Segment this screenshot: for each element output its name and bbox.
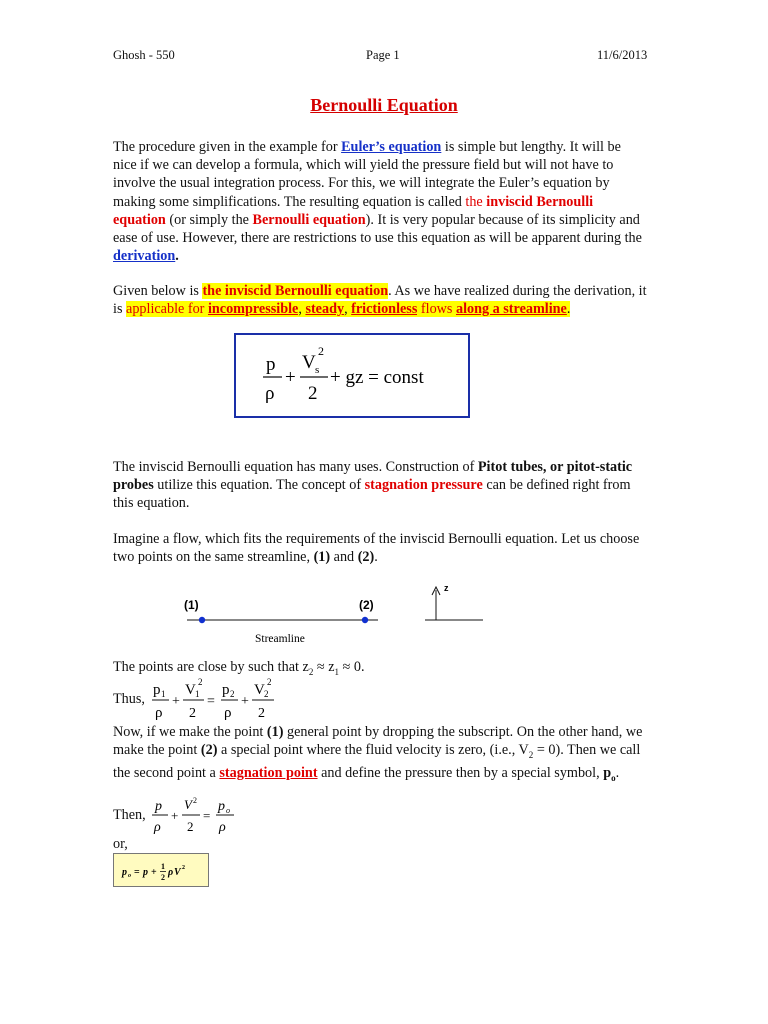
eq-rest: + gz = const [330, 367, 424, 388]
svg-text:2: 2 [182, 865, 185, 871]
eq-plus: + [285, 367, 296, 388]
svg-text:+: + [171, 808, 179, 823]
thus-equation [150, 676, 290, 722]
paragraph-uses: The inviscid Bernoulli equation has many uses. Construction of Pitot tubes, or pitot-static probes utilize this equation. The concept of stagnation pressure can be defined right from this equation. [113, 459, 633, 512]
svg-text:2: 2 [161, 873, 165, 882]
svg-text:p: p [153, 682, 161, 698]
or-label: or, [113, 836, 128, 852]
streamline-label: Streamline [255, 633, 305, 645]
bernoulli-equation-term: Bernoulli equation [252, 211, 366, 228]
incompressible-term: incompressible [207, 301, 299, 318]
frictionless-term: frictionless [351, 301, 418, 318]
inviscid-bernoulli-highlight: the inviscid Bernoulli equation [202, 283, 389, 299]
svg-text:+: + [151, 867, 157, 878]
inviscid-bernoulli-term: inviscid Bernoulli equation [113, 193, 594, 228]
svg-text:2: 2 [258, 706, 265, 721]
svg-text:2: 2 [264, 689, 269, 699]
eq-p: p [266, 354, 276, 375]
header-page-number: Page 1 [366, 48, 400, 62]
steady-term: steady [305, 301, 345, 318]
svg-text:ρ: ρ [168, 867, 174, 878]
along-streamline-term: along a streamline [455, 301, 567, 318]
svg-text:=: = [207, 694, 215, 709]
svg-text:p: p [155, 799, 162, 814]
stagnation-pressure-box [113, 853, 209, 887]
svg-text:=: = [203, 808, 211, 823]
derivation-link[interactable]: derivation [113, 248, 176, 265]
point-1-label: (1) [184, 598, 199, 612]
svg-text:2: 2 [230, 689, 235, 699]
svg-text:2: 2 [187, 819, 194, 834]
paragraph-applicability: Given below is the inviscid Bernoulli equation. As we have realized during the derivation, it is applicable for incompressible, steady, frictionless flows along a streamline. [113, 283, 647, 318]
svg-text:1: 1 [195, 689, 200, 699]
eq-denominator-2: 2 [308, 383, 318, 404]
svg-text:o: o [128, 873, 131, 879]
paragraph-stagnation: Now, if we make the point (1) general point by dropping the subscript. On the other hand, we make the point (2) a special point where the fluid velocity is zero, (i.e., $V_2 = 0$). Then we call the second point a stagnation point and define the pressure then by a special symbol, $p_o$. [113, 724, 643, 784]
svg-text:V: V [185, 682, 196, 698]
then-label: Then, [113, 807, 146, 823]
svg-text:ρ: ρ [219, 820, 226, 835]
svg-text:V: V [184, 797, 192, 812]
svg-text:+: + [241, 694, 249, 709]
streamline-figure [0, 580, 768, 650]
header-author: Ghosh - 550 [113, 48, 175, 62]
header-date: 11/6/2013 [597, 48, 648, 62]
stagnation-pressure-term: stagnation pressure [364, 477, 483, 494]
svg-text:p: p [122, 867, 127, 878]
svg-text:2: 2 [198, 677, 203, 687]
bernoulli-equation-formula [236, 335, 472, 420]
thus-label: Thus, [113, 691, 145, 707]
euler-equation-link[interactable]: Euler’s equation [341, 139, 442, 155]
svg-text:ρ: ρ [155, 705, 163, 721]
svg-text:=: = [134, 867, 140, 878]
svg-text:p: p [143, 867, 148, 878]
eq-V: V [302, 352, 316, 373]
page-title: Bernoulli Equation [310, 95, 458, 115]
svg-text:2: 2 [193, 796, 197, 805]
pitot-tubes-term: Pitot tubes [477, 459, 543, 475]
bernoulli-equation-box [234, 333, 470, 418]
points-close-statement: The points are close by such that $z_2 \approx z_1 \approx 0$. [113, 659, 365, 677]
svg-text:ρ: ρ [154, 820, 161, 835]
stagnation-pressure-formula [114, 854, 210, 888]
then-equation [150, 793, 250, 839]
z-axis-label: z [444, 583, 449, 593]
svg-text:V: V [174, 867, 181, 878]
paragraph-two-points: Imagine a flow, which fits the requirements of the inviscid Bernoulli equation. Let us choose two points on the same streamline, (1) and (2). [113, 531, 640, 566]
stagnation-point-term: stagnation point [219, 765, 318, 782]
eq-sub-s: s [315, 364, 320, 376]
point-2-dot [362, 617, 368, 623]
svg-text:p: p [218, 799, 225, 814]
svg-text:1: 1 [161, 689, 166, 699]
svg-text:1: 1 [161, 862, 165, 871]
svg-text:o: o [226, 806, 230, 815]
svg-text:V: V [254, 682, 265, 698]
svg-text:p: p [222, 682, 230, 698]
eq-sup-2: 2 [318, 344, 324, 358]
pitot-static-term: , or pitot-static probes [113, 459, 633, 494]
svg-text:ρ: ρ [224, 705, 232, 721]
paragraph-intro: The procedure given in the example for Euler’s equation is simple but lengthy. It will be nice if we can develop a formula, which will yield the pressure field but will not have to involve the usual integration process. For this, we will integrate the Euler’s equation by making some simplifications. The resulting equation is called the inviscid Bernoulli equation (or simply the Bernoulli equation). It is very popular because of its simplicity and ease of use. However, there are restrictions to use this equation as will be apparent during the derivation. [113, 139, 642, 265]
point-2-label: (2) [359, 598, 374, 612]
svg-text:2: 2 [189, 706, 196, 721]
eq-rho: ρ [265, 383, 275, 404]
svg-text:+: + [172, 694, 180, 709]
svg-text:2: 2 [267, 677, 272, 687]
point-1-dot [199, 617, 205, 623]
